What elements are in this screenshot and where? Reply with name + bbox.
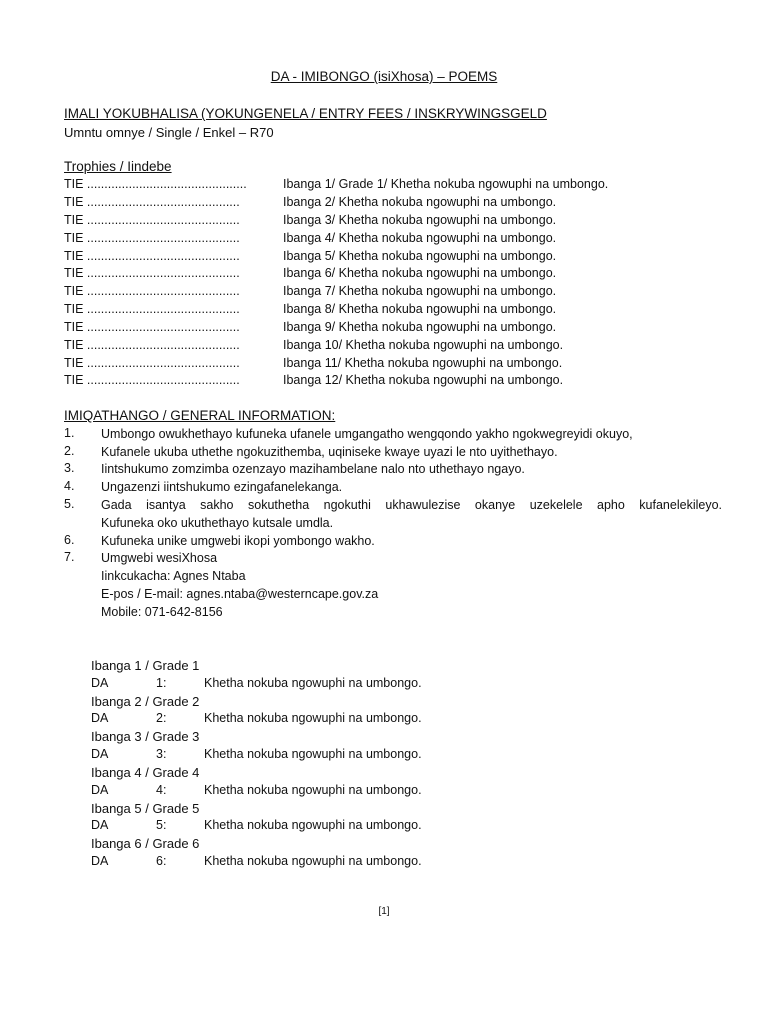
trophy-row — [64, 249, 724, 266]
fees-line: Umntu omnye / Single / Enkel – R70 — [64, 125, 274, 140]
grade-heading: Ibanga 4 / Grade 4 — [91, 765, 200, 780]
grade-number: 5: — [156, 818, 167, 832]
trophy-tie: TIE ............................................ — [64, 284, 240, 298]
info-item-text: Umgwebi wesiXhosa — [101, 551, 218, 565]
grade-da: DA — [91, 783, 109, 797]
contact-mobile: Mobile: 071-642-8156 — [101, 605, 223, 619]
trophy-tie: TIE ............................................ — [64, 249, 240, 263]
grade-da: DA — [91, 854, 109, 868]
trophy-tie: TIE ............................................ — [64, 320, 240, 334]
info-item-number: 2. — [64, 444, 75, 458]
trophy-tie: TIE ............................................ — [64, 373, 240, 387]
info-item-text-continued: Kufuneka oko ukuthethayo kutsale umdla. — [101, 516, 334, 530]
grade-heading: Ibanga 2 / Grade 2 — [91, 694, 200, 709]
grade-da: DA — [91, 711, 109, 725]
trophy-desc: Ibanga 6/ Khetha nokuba ngowuphi na umbongo. — [283, 266, 557, 280]
trophy-tie: TIE .............................................. — [64, 177, 247, 191]
info-heading: IMIQATHANGO / GENERAL INFORMATION: — [64, 408, 336, 423]
contact-name: Iinkcukacha: Agnes Ntaba — [101, 569, 246, 583]
grade-desc: Khetha nokuba ngowuphi na umbongo. — [204, 676, 422, 690]
info-item-number: 4. — [64, 479, 75, 493]
trophy-tie: TIE ............................................ — [64, 302, 240, 316]
grade-heading: Ibanga 1 / Grade 1 — [91, 658, 200, 673]
grade-desc: Khetha nokuba ngowuphi na umbongo. — [204, 818, 422, 832]
trophy-desc: Ibanga 7/ Khetha nokuba ngowuphi na umbongo. — [283, 284, 557, 298]
trophy-desc: Ibanga 12/ Khetha nokuba ngowuphi na umbongo. — [283, 373, 564, 387]
info-item-number: 6. — [64, 533, 75, 547]
trophy-row — [64, 373, 724, 390]
trophy-desc: Ibanga 4/ Khetha nokuba ngowuphi na umbongo. — [283, 231, 557, 245]
trophy-row — [64, 195, 724, 212]
grade-desc: Khetha nokuba ngowuphi na umbongo. — [204, 854, 422, 868]
trophy-row — [64, 231, 724, 248]
grade-heading: Ibanga 6 / Grade 6 — [91, 836, 200, 851]
grade-number: 6: — [156, 854, 167, 868]
trophy-tie: TIE ............................................ — [64, 338, 240, 352]
grade-da: DA — [91, 818, 109, 832]
contact-email: E-pos / E-mail: agnes.ntaba@westerncape.gov.za — [101, 587, 379, 601]
grade-da: DA — [91, 676, 109, 690]
trophy-desc: Ibanga 8/ Khetha nokuba ngowuphi na umbongo. — [283, 302, 557, 316]
trophy-row — [64, 177, 724, 194]
trophy-row — [64, 213, 724, 230]
trophy-desc: Ibanga 5/ Khetha nokuba ngowuphi na umbongo. — [283, 249, 557, 263]
trophy-tie: TIE ............................................ — [64, 356, 240, 370]
info-item-number: 1. — [64, 426, 75, 440]
grade-heading: Ibanga 3 / Grade 3 — [91, 729, 200, 744]
grade-number: 4: — [156, 783, 167, 797]
trophy-row — [64, 284, 724, 301]
trophy-desc: Ibanga 3/ Khetha nokuba ngowuphi na umbongo. — [283, 213, 557, 227]
trophy-desc: Ibanga 10/ Khetha nokuba ngowuphi na umbongo. — [283, 338, 564, 352]
trophy-desc: Ibanga 1/ Grade 1/ Khetha nokuba ngowuphi na umbongo. — [283, 177, 609, 191]
info-item-text: Ungazenzi iintshukumo ezingafanelekanga. — [101, 480, 343, 494]
info-item-number: 7. — [64, 550, 75, 564]
trophies-heading: Trophies / Iindebe — [64, 159, 172, 174]
trophy-row — [64, 356, 724, 373]
trophy-row — [64, 320, 724, 337]
trophy-tie: TIE ............................................ — [64, 213, 240, 227]
grade-da: DA — [91, 747, 109, 761]
page-title-text: DA - IMIBONGO (isiXhosa) – POEMS — [270, 69, 498, 84]
trophy-desc: Ibanga 2/ Khetha nokuba ngowuphi na umbongo. — [283, 195, 557, 209]
page-number: [1] — [378, 906, 390, 917]
trophy-desc: Ibanga 11/ Khetha nokuba ngowuphi na umbongo. — [283, 356, 563, 370]
info-item-text: Gada isantya sakho sokuthetha ngokuthi ukhawulezise okanye uzekelele apho kufanelekileyo. — [101, 498, 722, 512]
trophy-tie: TIE ............................................ — [64, 266, 240, 280]
info-item-text: Kufuneka unike umgwebi ikopi yombongo wakho. — [101, 534, 375, 548]
info-item-text: Kufanele ukuba uthethe ngokuzithemba, uqiniseke kwaye uyazi le nto uyithethayo. — [101, 445, 558, 459]
grade-number: 3: — [156, 747, 167, 761]
page-title — [0, 69, 768, 84]
info-item-text: Iintshukumo zomzimba ozenzayo mazihambelane nalo nto uthethayo ngayo. — [101, 462, 525, 476]
info-item-number: 3. — [64, 461, 75, 475]
trophy-desc: Ibanga 9/ Khetha nokuba ngowuphi na umbongo. — [283, 320, 557, 334]
trophy-tie: TIE ............................................ — [64, 231, 240, 245]
grade-number: 1: — [156, 676, 167, 690]
fees-heading: IMALI YOKUBHALISA (YOKUNGENELA / ENTRY FEES / INSKRYWINGSGELD — [64, 106, 547, 121]
info-item-text: Umbongo owukhethayo kufuneka ufanele umgangatho wengqondo yakho ngokwegreyidi okuyo, — [101, 427, 633, 441]
grade-desc: Khetha nokuba ngowuphi na umbongo. — [204, 747, 422, 761]
trophy-row — [64, 338, 724, 355]
info-item-number: 5. — [64, 497, 75, 511]
trophy-row — [64, 266, 724, 283]
trophy-tie: TIE ............................................ — [64, 195, 240, 209]
grade-desc: Khetha nokuba ngowuphi na umbongo. — [204, 711, 422, 725]
grade-number: 2: — [156, 711, 167, 725]
grade-desc: Khetha nokuba ngowuphi na umbongo. — [204, 783, 422, 797]
grade-heading: Ibanga 5 / Grade 5 — [91, 801, 200, 816]
trophy-row — [64, 302, 724, 319]
